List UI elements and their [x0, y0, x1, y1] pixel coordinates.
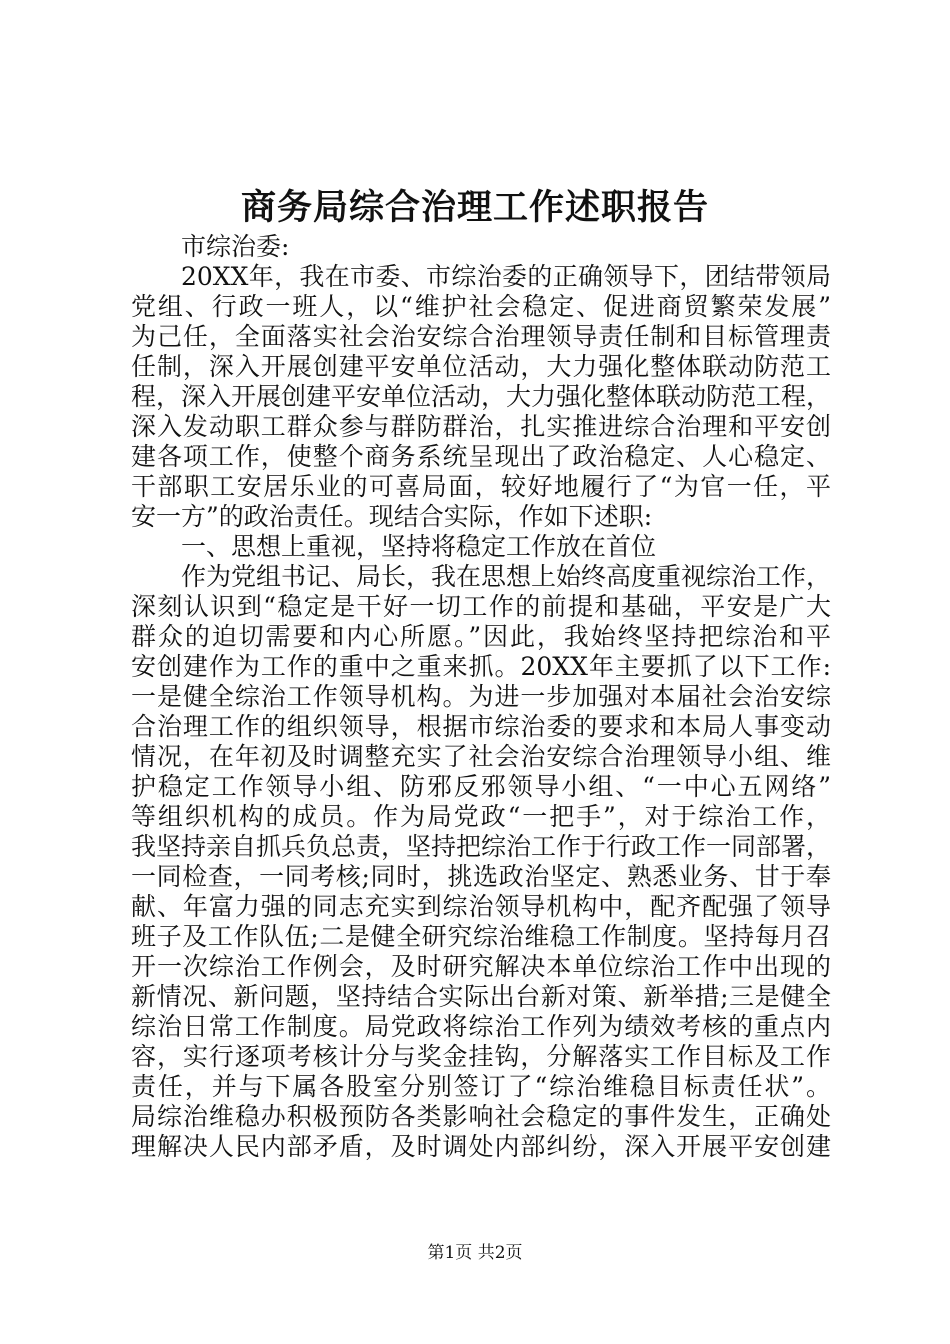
- body-line: 一同检查，一同考核;同时，挑选政治坚定、熟悉业务、甘于奉: [131, 862, 831, 891]
- body-line: 等组织机构的成员。作为局党政“一把手”，对于综治工作，: [131, 802, 831, 831]
- body-line: 市综治委:: [181, 232, 290, 261]
- body-line: 责任，并与下属各股室分别签订了“综治维稳目标责任状”。: [131, 1072, 831, 1101]
- body-line: 一是健全综治工作领导机构。为进一步加强对本届社会治安综: [131, 682, 831, 711]
- body-line: 容，实行逐项考核计分与奖金挂钩，分解落实工作目标及工作: [131, 1042, 831, 1071]
- body-line: 理解决人民内部矛盾，及时调处内部纠纷，深入开展平安创建: [131, 1132, 831, 1161]
- body-line: 新情况、新问题，坚持结合实际出台新对策、新举措;三是健全: [131, 982, 831, 1011]
- body-line: 合治理工作的组织领导，根据市综治委的要求和本局人事变动: [131, 712, 831, 741]
- body-line: 献、年富力强的同志充实到综治领导机构中，配齐配强了领导: [131, 892, 831, 921]
- body-line: 党组、行政一班人，以“维护社会稳定、促进商贸繁荣发展”: [131, 292, 831, 321]
- body-line: 我坚持亲自抓兵负总责，坚持把综治工作于行政工作一同部署，: [131, 832, 831, 861]
- body-line: 深入发动职工群众参与群防群治，扎实推进综合治理和平安创: [131, 412, 831, 441]
- body-line: 班子及工作队伍;二是健全研究综治维稳工作制度。坚持每月召: [131, 922, 831, 951]
- body-line: 干部职工安居乐业的可喜局面，较好地履行了“为官一任，平: [131, 472, 831, 501]
- body-line: 任制，深入开展创建平安单位活动，大力强化整体联动防范工: [131, 352, 831, 381]
- document-title: 商务局综合治理工作述职报告: [240, 187, 709, 228]
- body-line: 情况，在年初及时调整充实了社会治安综合治理领导小组、维: [131, 742, 831, 771]
- body-line: 综治日常工作制度。局党政将综治工作列为绩效考核的重点内: [131, 1012, 831, 1041]
- body-line: 作为党组书记、局长，我在思想上始终高度重视综治工作，: [181, 562, 831, 591]
- body-line: 安创建作为工作的重中之重来抓。20XX年主要抓了以下工作:: [131, 652, 831, 681]
- body-line: 20XX年，我在市委、市综治委的正确领导下，团结带领局: [181, 262, 831, 291]
- body-line: 程，深入开展创建平安单位活动，大力强化整体联动防范工程，: [131, 382, 831, 411]
- body-line: 群众的迫切需要和内心所愿。”因此，我始终坚持把综治和平: [131, 622, 831, 651]
- document-body: [131, 232, 831, 1162]
- body-line: 开一次综治工作例会，及时研究解决本单位综治工作中出现的: [131, 952, 831, 981]
- page-footer: 第1页 共2页: [427, 1243, 523, 1263]
- body-line: 为己任，全面落实社会治安综合治理领导责任制和目标管理责: [131, 322, 831, 351]
- body-line: 局综治维稳办积极预防各类影响社会稳定的事件发生，正确处: [131, 1102, 831, 1131]
- body-line: 深刻认识到“稳定是干好一切工作的前提和基础，平安是广大: [131, 592, 831, 621]
- body-line: 安一方”的政治责任。现结合实际，作如下述职:: [131, 502, 653, 531]
- body-line: 护稳定工作领导小组、防邪反邪领导小组、“一中心五网络”: [131, 772, 831, 801]
- body-line: 一、思想上重视，坚持将稳定工作放在首位: [181, 532, 657, 561]
- body-line: 建各项工作，使整个商务系统呈现出了政治稳定、人心稳定、: [131, 442, 831, 471]
